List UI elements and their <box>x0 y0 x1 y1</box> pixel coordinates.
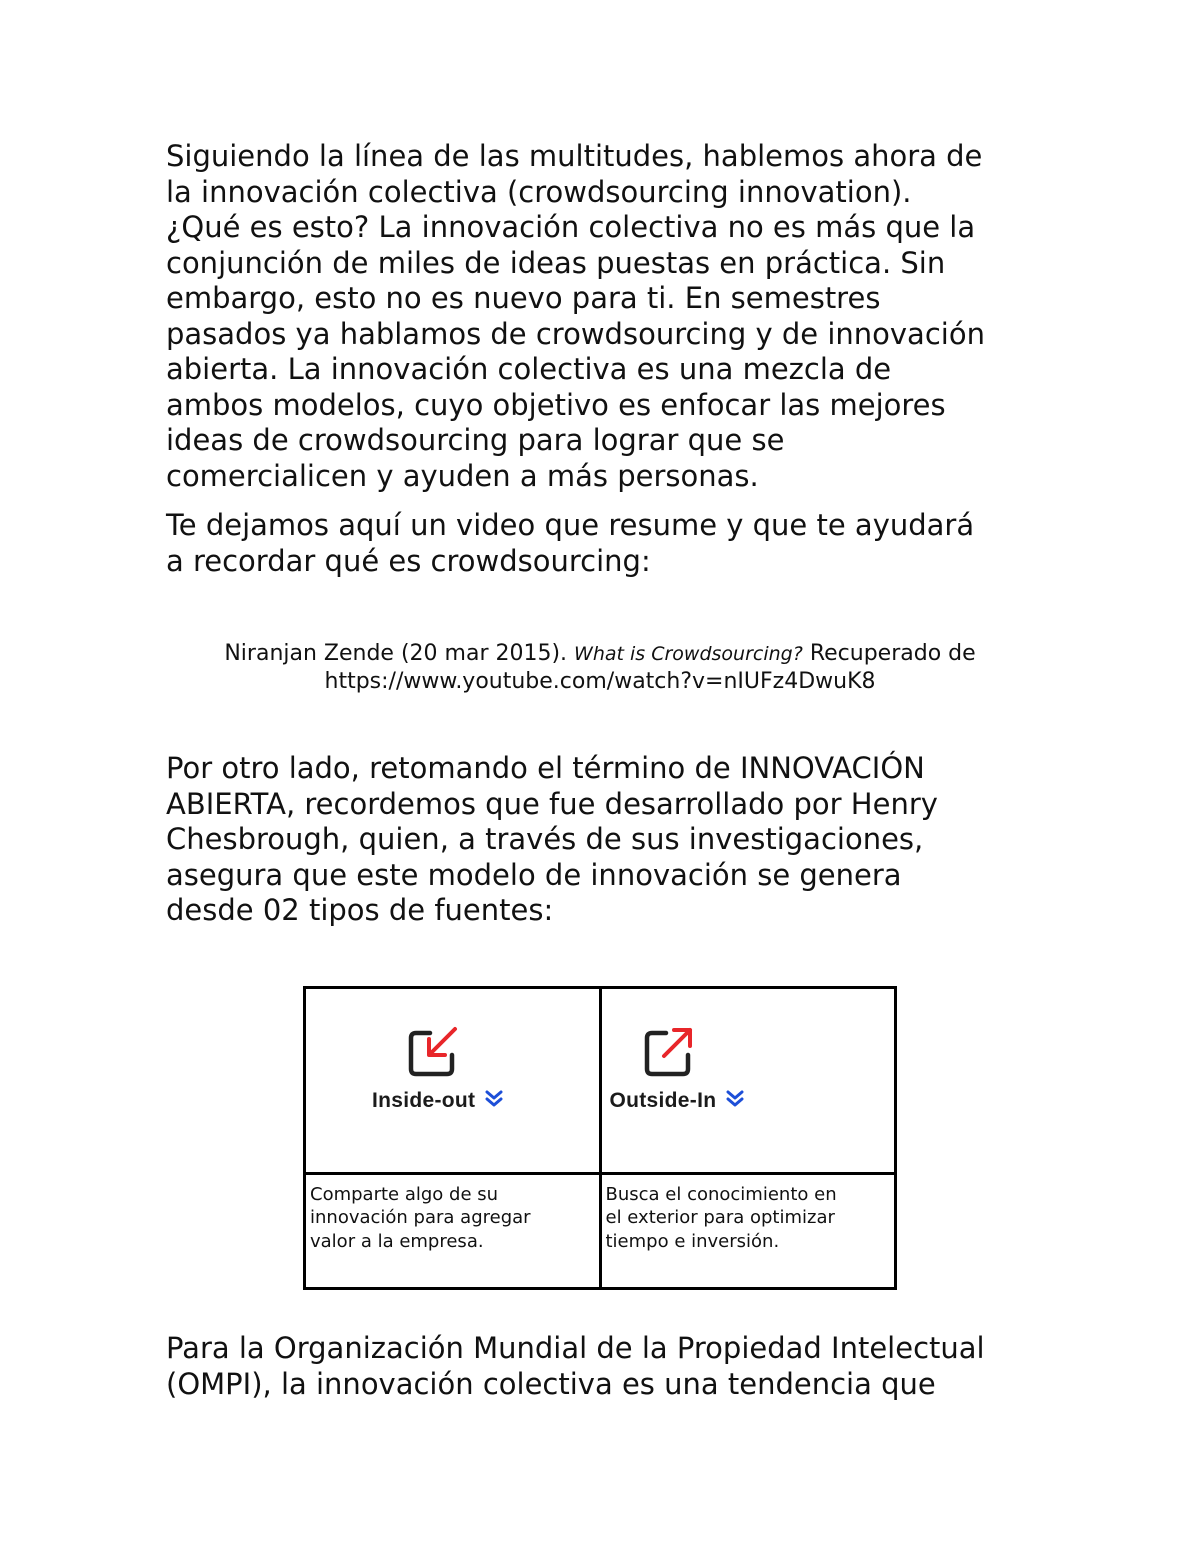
citation-url[interactable]: https://www.youtube.com/watch?v=nIUFz4DwuK8 <box>324 669 876 694</box>
inside-out-description: Comparte algo de su innovación para agregar valor a la empresa. <box>310 1183 531 1252</box>
outside-in-label: Outside-In <box>609 1089 717 1112</box>
inside-out-header-cell <box>305 988 601 1174</box>
citation-title: What is Crowdsourcing? <box>574 643 803 665</box>
chevron-down-icon[interactable] <box>485 1089 503 1113</box>
inside-out-description-cell <box>305 1173 601 1288</box>
citation-author-date: Niranjan Zende (20 mar 2015). <box>224 641 568 666</box>
paragraph-ompi: Para la Organización Mundial de la Propiedad Intelectual (OMPI), la innovación colectiva es una tendencia que <box>166 1331 985 1401</box>
paragraph-crowdsourcing-innovation: Siguiendo la línea de las multitudes, hablemos ahora de la innovación colectiva (crowdsourcing innovation). ¿Qué es esto? La innovación colectiva no es más que la conjunción de miles de ideas puestas en práctica. Sin embargo, esto no es nuevo para ti. En semestres pasados ya hablamos de crowdsourcing y de innovación abierta. La innovación colectiva es una mezcla de ambos modelos, cuyo objetivo es enfocar las mejores ideas de crowdsourcing para lograr que se comercialicen y ayuden a más personas. <box>166 139 985 493</box>
inbound-arrow-icon <box>406 1025 460 1083</box>
innovation-sources-table <box>303 986 897 1290</box>
paragraph-open-innovation: Por otro lado, retomando el término de INNOVACIÓN ABIERTA, recordemos que fue desarrollado por Henry Chesbrough, quien, a través de sus investigaciones, asegura que este modelo de innovación se genera desde 02 tipos de fuentes: <box>166 751 938 927</box>
paragraph-video-intro: Te dejamos aquí un video que resume y que te ayudará a recordar qué es crowdsourcing: <box>166 508 975 578</box>
inside-out-label: Inside-out <box>372 1089 476 1112</box>
outside-in-description-cell <box>600 1173 896 1288</box>
outbound-arrow-icon <box>642 1025 696 1083</box>
outside-in-header-cell <box>600 988 896 1174</box>
chevron-down-icon[interactable] <box>726 1089 744 1113</box>
citation-retrieved: Recuperado de <box>809 641 976 666</box>
video-citation <box>150 640 1050 695</box>
outside-in-description: Busca el conocimiento en el exterior para optimizar tiempo e inversión. <box>605 1183 837 1252</box>
